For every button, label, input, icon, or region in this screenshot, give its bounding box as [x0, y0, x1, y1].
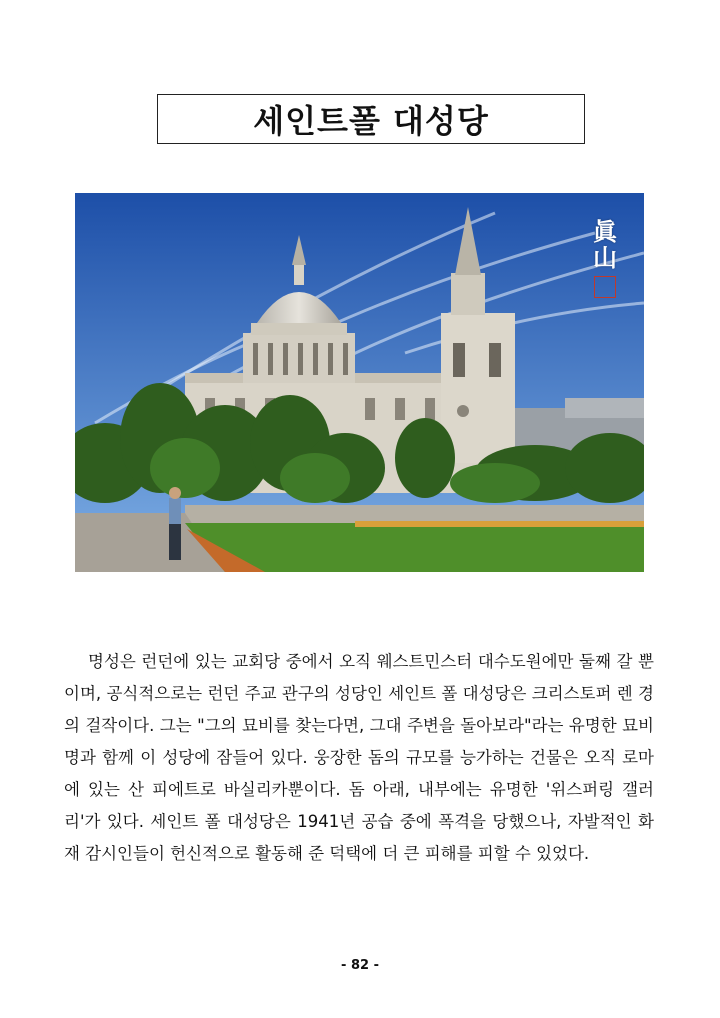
watermark-seal: [590, 219, 620, 298]
page-title: 세인트폴 대성당: [157, 94, 585, 144]
cathedral-photo: [75, 193, 644, 572]
page-number: - 82 -: [341, 958, 379, 973]
watermark-char-2: 山: [593, 243, 617, 273]
watermark-char-1: 眞: [593, 217, 617, 246]
body-paragraph: 명성은 런던에 있는 교회당 중에서 오직 웨스트민스터 대수도원에만 둘째 갈 뿐이며, 공식적으로는 런던 주교 관구의 성당인 세인트 폴 대성당은 크리스토퍼 렌 경의 걸작이다. 그는 "그의 묘비를 찾는다면, 그대 주변을 돌아보라"라는 유명한 묘비명과 함께 이 성당에 잠들어 있다. 웅장한 돔의 규모를 능가하는 건물은 오직 로마에 있는 산 피에트로 바실리카뿐이다. 돔 아래, 내부에는 유명한 '위스퍼링 갤러리'가 있다. 세인트 폴 대성당은 1941년 공습 중에 폭격을 당했으나, 자발적인 화재 감시인들이 헌신적으로 활동해 준 덕택에 더 큰 피해를 피할 수 있었다.: [64, 652, 654, 863]
seal-stamp: [594, 276, 616, 298]
